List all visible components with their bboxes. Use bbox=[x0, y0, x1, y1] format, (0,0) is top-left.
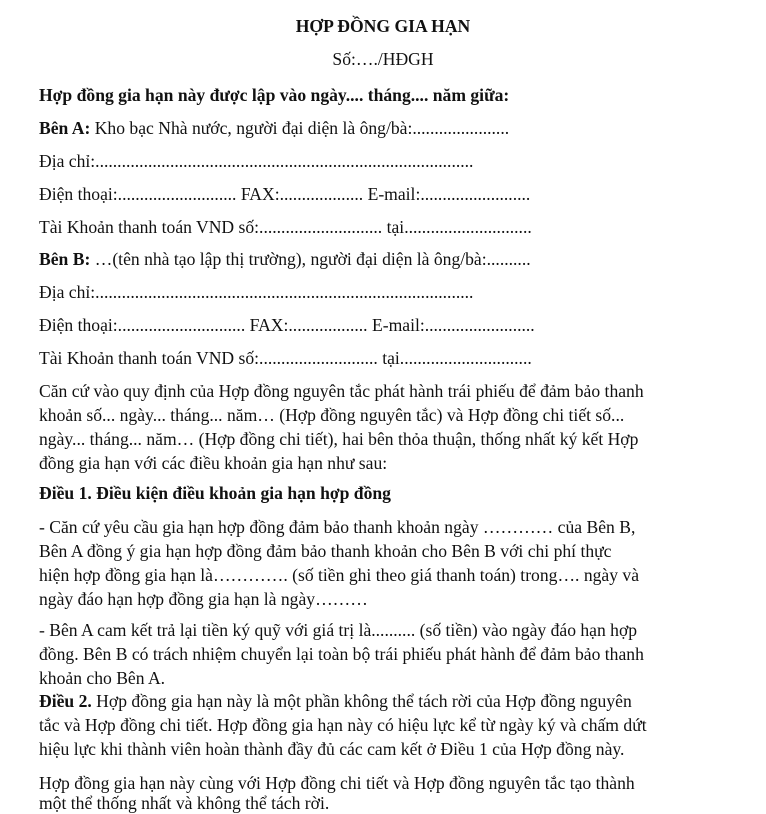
party-a-phone: Điện thoại:........................... FAX:................... E-mail:......................... bbox=[39, 184, 531, 204]
document-number: Số:…./HĐGH bbox=[332, 49, 434, 69]
party-a-account: Tài Khoản thanh toán VND số:............................ tại............................. bbox=[39, 217, 532, 237]
article-1-text: hiện hợp đồng gia hạn là…………. (số tiền ghi theo giá thanh toán) trong…. ngày và bbox=[39, 565, 640, 585]
party-b-label: Bên B: bbox=[39, 249, 91, 269]
document-title: HỢP ĐỒNG GIA HẠN bbox=[295, 16, 471, 36]
preamble-line: khoản số... ngày... tháng... năm… (Hợp đồng nguyên tắc) và Hợp đồng chi tiết số... bbox=[39, 405, 625, 425]
party-b-account: Tài Khoản thanh toán VND số:........................... tại.............................. bbox=[39, 348, 532, 368]
article-2-text: hiệu lực khi thành viên hoàn thành đầy đủ các cam kết ở Điều 1 của Hợp đồng này. bbox=[39, 739, 625, 759]
party-b-desc: …(tên nhà tạo lập thị trường), người đại diện là ông/bà:.......... bbox=[90, 249, 531, 269]
preamble-line: ngày... tháng... năm… (Hợp đồng chi tiết), hai bên thỏa thuận, thống nhất ký kết Hợp bbox=[39, 429, 639, 449]
article-2-text: tắc và Hợp đồng chi tiết. Hợp đồng gia hạn này có hiệu lực kể từ ngày ký và chấm dứt bbox=[39, 715, 647, 735]
article-1-text: - Căn cứ yêu cầu gia hạn hợp đồng đảm bảo thanh khoản ngày ………… của Bên B, bbox=[39, 517, 636, 537]
party-b-phone: Điện thoại:............................. FAX:.................. E-mail:......................... bbox=[39, 315, 535, 335]
article-1-text: - Bên A cam kết trả lại tiền ký quỹ với giá trị là.......... (số tiền) vào ngày đáo hạn hợp bbox=[39, 620, 638, 640]
article-2-heading: Điều 2. bbox=[39, 691, 92, 711]
article-1-text: khoản cho Bên A. bbox=[39, 668, 166, 688]
article-2-text: Hợp đồng gia hạn này là một phần không thể tách rời của Hợp đồng nguyên bbox=[91, 691, 632, 711]
preamble-line: Căn cứ vào quy định của Hợp đồng nguyên tắc phát hành trái phiếu để đảm bảo thanh bbox=[39, 381, 644, 401]
party-b-address: Địa chỉ:...................................................................................... bbox=[39, 282, 474, 302]
closing-text: Hợp đồng gia hạn này cùng với Hợp đồng chi tiết và Hợp đồng nguyên tắc tạo thành bbox=[39, 773, 635, 793]
party-a-address: Địa chỉ:...................................................................................... bbox=[39, 151, 474, 171]
party-a-desc: Kho bạc Nhà nước, người đại diện là ông/bà:...................... bbox=[90, 118, 510, 138]
article-1-text: ngày đáo hạn hợp đồng gia hạn là ngày……… bbox=[39, 589, 368, 609]
party-a-label: Bên A: bbox=[39, 118, 91, 138]
party-b-line bbox=[39, 248, 531, 270]
article-1-text: đồng. Bên B có trách nhiệm chuyển lại toàn bộ trái phiếu phát hành để đảm bảo thanh bbox=[39, 644, 644, 664]
party-a-line bbox=[39, 117, 509, 139]
article-1-text: Bên A đồng ý gia hạn hợp đồng đảm bảo thanh khoản cho Bên B với chi phí thực bbox=[39, 541, 612, 561]
intro-line: Hợp đồng gia hạn này được lập vào ngày.... tháng.... năm giữa: bbox=[39, 85, 510, 105]
article-2-line bbox=[39, 690, 632, 712]
closing-text: một thể thống nhất và không thể tách rời. bbox=[39, 793, 330, 813]
preamble-line: đồng gia hạn với các điều khoản gia hạn như sau: bbox=[39, 453, 388, 473]
article-1-heading: Điều 1. Điều kiện điều khoản gia hạn hợp đồng bbox=[39, 483, 391, 503]
